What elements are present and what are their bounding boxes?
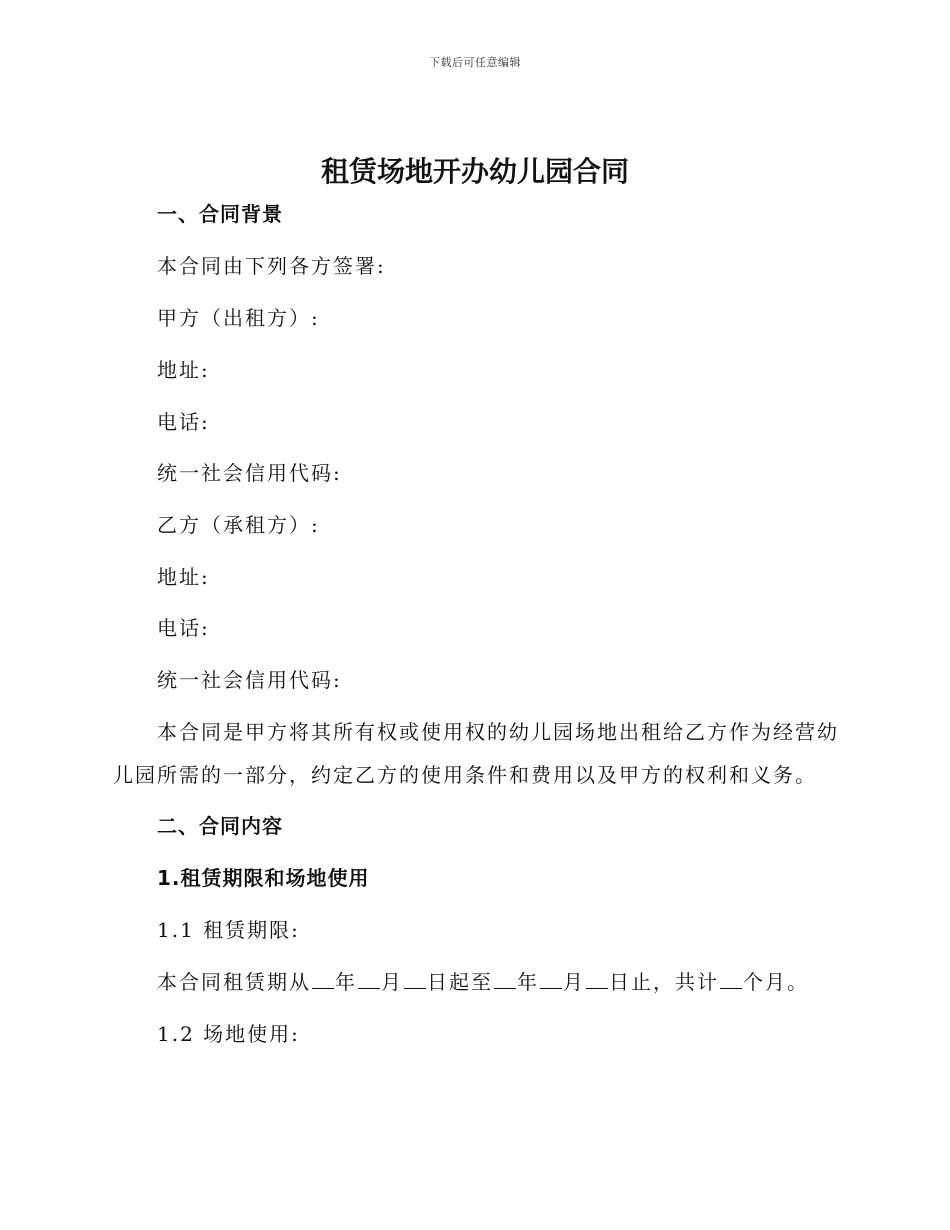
party-b-address-label: 地址: [157, 565, 210, 589]
party-b-phone-label: 电话: [157, 616, 210, 640]
term-text-day-until: 日起至 [427, 970, 493, 994]
document-title: 租赁场地开办幼儿园合同 [320, 155, 629, 188]
purpose-paragraph-line-2: 儿园所需的一部分，约定乙方的使用条件和费用以及甲方的权利和义务。 [113, 763, 817, 787]
party-a-label: 甲方（出租方）: [157, 306, 320, 330]
blank-start-day[interactable] [404, 970, 426, 989]
subsection-heading-lease-term: 1.租赁期限和场地使用 [157, 866, 370, 890]
blank-end-month[interactable] [540, 970, 562, 989]
party-a-address-label: 地址: [157, 358, 210, 382]
page-header-note: 下载后可任意编辑 [429, 56, 521, 69]
term-text-months: 个月。 [743, 970, 809, 994]
lease-term-sentence [157, 966, 809, 995]
intro-text: 本合同由下列各方签署: [157, 254, 386, 278]
section-heading-content: 二、合同内容 [157, 814, 283, 838]
party-a-phone-label: 电话: [157, 410, 210, 434]
party-b-label: 乙方（承租方）: [157, 513, 320, 537]
party-b-credit-code-label: 统一社会信用代码: [157, 668, 342, 692]
blank-start-year[interactable] [312, 970, 334, 989]
section-heading-background: 一、合同背景 [157, 202, 283, 226]
purpose-paragraph-line-1: 本合同是甲方将其所有权或使用权的幼儿园场地出租给乙方作为经营幼 [157, 720, 839, 744]
term-text-start: 本合同租赁期从 [157, 970, 311, 994]
term-text-year: 年 [335, 970, 357, 994]
blank-total-months[interactable] [720, 970, 742, 989]
blank-end-year[interactable] [494, 970, 516, 989]
term-text-day-total: 日止，共计 [609, 970, 719, 994]
item-1-1-label: 1.1 租赁期限: [157, 918, 300, 942]
term-text-month-2: 月 [563, 970, 585, 994]
item-1-2-label: 1.2 场地使用: [157, 1022, 300, 1046]
term-text-month: 月 [381, 970, 403, 994]
term-text-year-2: 年 [517, 970, 539, 994]
party-a-credit-code-label: 统一社会信用代码: [157, 461, 342, 485]
blank-end-day[interactable] [586, 970, 608, 989]
blank-start-month[interactable] [358, 970, 380, 989]
